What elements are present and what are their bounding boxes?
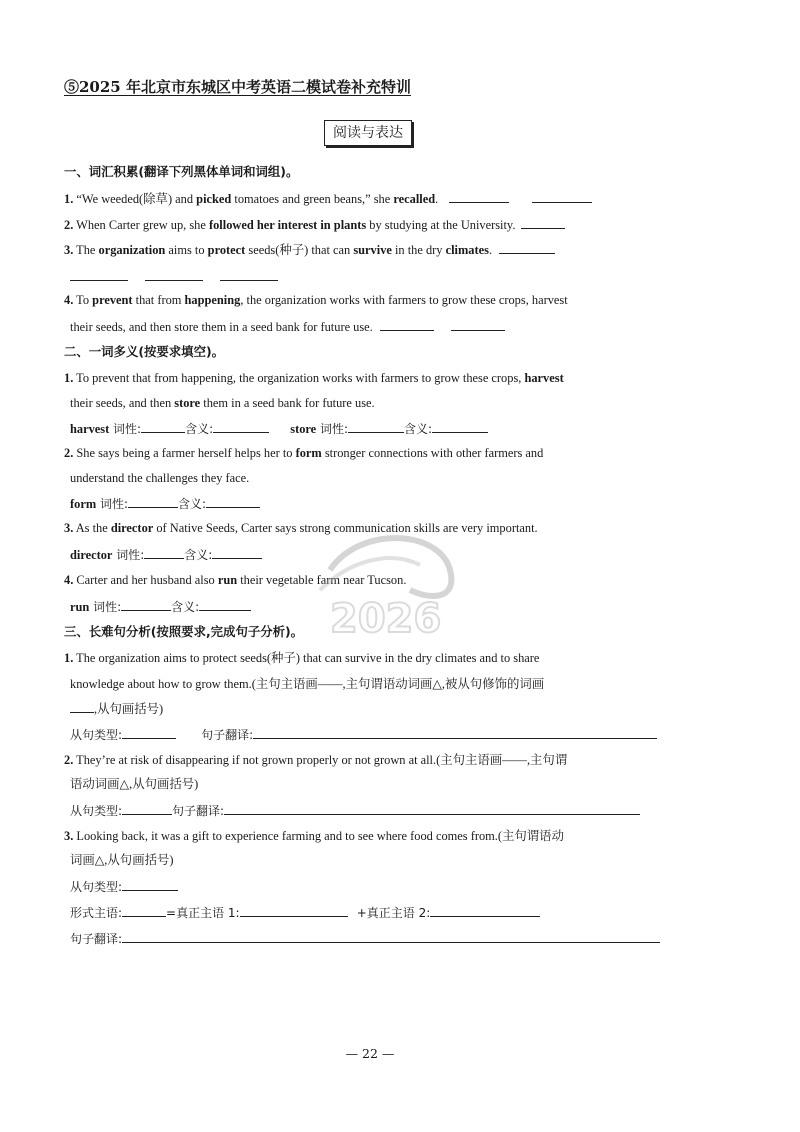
- s1-q4: [64, 292, 568, 308]
- clause-type-label: 从句类型:: [70, 728, 123, 742]
- keyword: store: [174, 396, 201, 410]
- meaning-blank[interactable]: [206, 495, 260, 508]
- s3-q3-cont: 词画△,从句画括号): [70, 853, 174, 867]
- q-text: their seeds, and then: [70, 396, 175, 410]
- meaning-blank[interactable]: [199, 598, 251, 611]
- s2-q1: [64, 370, 564, 386]
- pos-label: 词性:: [112, 548, 145, 562]
- clause-type-label: 从句类型:: [70, 804, 123, 818]
- s3-q2-answers: [70, 802, 640, 819]
- q-number: 3.: [64, 521, 74, 535]
- q-text: ,从句画括号): [94, 702, 164, 716]
- formal-subject-label: 形式主语:: [70, 906, 123, 920]
- q-number: 1.: [64, 651, 74, 665]
- s3-q1: [64, 650, 539, 666]
- q-text: of Native Seeds, Carter says strong communication skills are very important.: [153, 521, 538, 535]
- q-text: , the organization works with farmers to grow these crops, harvest: [240, 293, 568, 307]
- q-number: 2.: [64, 446, 74, 460]
- pos-blank[interactable]: [348, 420, 404, 433]
- meaning-blank[interactable]: [432, 420, 488, 433]
- s2-q2-cont: understand the challenges they face.: [70, 471, 250, 485]
- q-text: them in a seed bank for future use.: [200, 396, 375, 410]
- keyword: climates: [445, 243, 489, 257]
- keyword: protect: [207, 243, 246, 257]
- s1-q2: [64, 216, 565, 233]
- watermark-logo: [290, 530, 480, 650]
- clause-type-blank[interactable]: [122, 802, 172, 815]
- answer-blank[interactable]: [499, 241, 555, 254]
- q-text: The organization aims to protect seeds(种子) that can survive in the dry climates and to share: [76, 651, 540, 665]
- svg-text:2026: 2026: [330, 596, 442, 642]
- translation-blank[interactable]: [224, 802, 640, 815]
- q-text: As the: [75, 521, 111, 535]
- q-text: To: [76, 293, 93, 307]
- translation-blank[interactable]: [253, 726, 657, 739]
- answer-blank[interactable]: [220, 268, 278, 281]
- q-text: in the dry: [391, 243, 446, 257]
- q-text: .: [488, 243, 493, 257]
- s3-q1-cont: knowledge about how to grow them.(主句主语画——,主句谓语动词画△,被从句修饰的词画: [70, 677, 545, 691]
- s1-q3: [64, 241, 555, 258]
- q-text: Carter and her husband also: [76, 573, 218, 587]
- translation-label: 句子翻译:: [172, 804, 225, 818]
- translation-label: 句子翻译:: [70, 932, 123, 946]
- real-subject-2-label: +真正主语 2:: [356, 906, 431, 920]
- keyword: survive: [353, 243, 392, 257]
- pos-blank[interactable]: [141, 420, 185, 433]
- s2-q1-cont: [70, 395, 375, 411]
- pos-label: 词性:: [89, 600, 122, 614]
- keyword: run: [217, 573, 238, 587]
- meaning-label: 含义:: [185, 422, 214, 436]
- q-text: She says being a farmer herself helps her to: [76, 446, 296, 460]
- keyword: form: [295, 446, 322, 460]
- keyword: recalled: [393, 192, 436, 206]
- q-text: tomatoes and green beans,” she: [231, 192, 394, 206]
- q-text: .: [435, 192, 439, 206]
- q-number: 1.: [64, 371, 74, 385]
- real-subject-1-label: =真正主语 1:: [166, 906, 240, 920]
- real-subject-1-blank[interactable]: [240, 904, 348, 917]
- q-text: aims to: [165, 243, 208, 257]
- section-3-heading: 三、长难句分析(按照要求,完成句子分析)。: [64, 624, 304, 639]
- s3-q3-translation: [70, 930, 660, 947]
- s1-q4-cont: [70, 318, 505, 335]
- meaning-label: 含义:: [184, 548, 213, 562]
- answer-blank[interactable]: [380, 318, 434, 331]
- s3-q1-cont2: [70, 700, 163, 717]
- meaning-blank[interactable]: [213, 420, 269, 433]
- q-text: To prevent that from happening, the organization works with farmers to grow these crops,: [76, 371, 525, 385]
- keyword: followed her interest in plants: [208, 218, 367, 232]
- answer-blank[interactable]: [70, 700, 94, 713]
- keyword: organization: [98, 243, 166, 257]
- q-number: 4.: [64, 573, 74, 587]
- answer-blank[interactable]: [70, 268, 128, 281]
- translation-label: 句子翻译:: [201, 728, 254, 742]
- answer-blank[interactable]: [449, 190, 509, 203]
- meaning-blank[interactable]: [212, 546, 262, 559]
- q-number: 4.: [64, 293, 74, 307]
- page-title: ⑤2025 年北京市东城区中考英语二模试卷补充特训: [64, 78, 411, 96]
- target-word: store: [290, 422, 317, 436]
- q-text: by studying at the University.: [366, 218, 516, 232]
- pos-label: 词性:: [96, 497, 129, 511]
- s2-q3-answers: [70, 546, 262, 563]
- q-number: 1.: [64, 192, 74, 206]
- s2-q2-answers: [70, 495, 260, 512]
- target-word: form: [70, 497, 97, 511]
- q-text: Looking back, it was a gift to experience farming and to see where food comes from.(主句谓语动: [76, 829, 564, 843]
- q-text: stronger connections with other farmers and: [321, 446, 544, 460]
- q-number: 2.: [64, 753, 74, 767]
- q-number: 3.: [64, 829, 74, 843]
- clause-type-blank[interactable]: [122, 878, 178, 891]
- pos-blank[interactable]: [144, 546, 184, 559]
- s3-q2: [64, 752, 567, 768]
- target-word: director: [70, 548, 113, 562]
- s3-q3: [64, 828, 564, 844]
- q-text: seeds(种子) that can: [245, 243, 354, 257]
- pos-label: 词性:: [316, 422, 349, 436]
- pos-blank[interactable]: [128, 495, 178, 508]
- clause-type-label: 从句类型:: [70, 880, 123, 894]
- page-number: — 22 —: [345, 1046, 395, 1061]
- s1-q3-blanks: [70, 268, 278, 285]
- q-text: When Carter grew up, she: [76, 218, 209, 232]
- meaning-label: 含义:: [171, 600, 200, 614]
- meaning-label: 含义:: [404, 422, 433, 436]
- answer-blank[interactable]: [532, 190, 592, 203]
- s3-q3-clause: [70, 878, 178, 895]
- pos-label: 词性:: [109, 422, 142, 436]
- keyword: director: [110, 521, 154, 535]
- keyword: harvest: [524, 371, 564, 385]
- q-text: their seeds, and then store them in a seed bank for future use.: [70, 320, 373, 334]
- section-1-heading: 一、词汇积累(翻译下列黑体单词和词组)。: [64, 164, 299, 179]
- s1-q1: [64, 190, 592, 207]
- section-box-title: 阅读与表达: [324, 120, 412, 146]
- s2-q1-answers: [70, 420, 488, 437]
- answer-blank[interactable]: [451, 318, 505, 331]
- s3-q2-cont: 语动词画△,从句画括号): [70, 777, 199, 791]
- formal-subject-blank[interactable]: [122, 904, 166, 917]
- clause-type-blank[interactable]: [122, 726, 176, 739]
- q-text: their vegetable farm near Tucson.: [237, 573, 407, 587]
- target-word: run: [70, 600, 90, 614]
- answer-blank[interactable]: [521, 216, 565, 229]
- q-number: 3.: [64, 243, 74, 257]
- keyword: prevent: [92, 293, 133, 307]
- pos-blank[interactable]: [121, 598, 171, 611]
- s3-q1-answers: [70, 726, 657, 743]
- q-text: The: [76, 243, 99, 257]
- q-number: 2.: [64, 218, 74, 232]
- q-text: that from: [132, 293, 185, 307]
- keyword: picked: [196, 192, 232, 206]
- translation-blank[interactable]: [122, 930, 660, 943]
- real-subject-2-blank[interactable]: [430, 904, 540, 917]
- s2-q4-answers: [70, 598, 251, 615]
- s2-q2: [64, 445, 543, 461]
- section-2-heading: 二、一词多义(按要求填空)。: [64, 344, 225, 359]
- target-word: harvest: [70, 422, 110, 436]
- keyword: happening: [184, 293, 241, 307]
- q-text: “We weeded(除草) and: [76, 192, 197, 206]
- meaning-label: 含义:: [178, 497, 207, 511]
- answer-blank[interactable]: [145, 268, 203, 281]
- q-text: They’re at risk of disappearing if not grown properly or not grown at all.(主句主语画——,主句谓: [76, 753, 568, 767]
- s3-q3-subjects: [70, 904, 540, 921]
